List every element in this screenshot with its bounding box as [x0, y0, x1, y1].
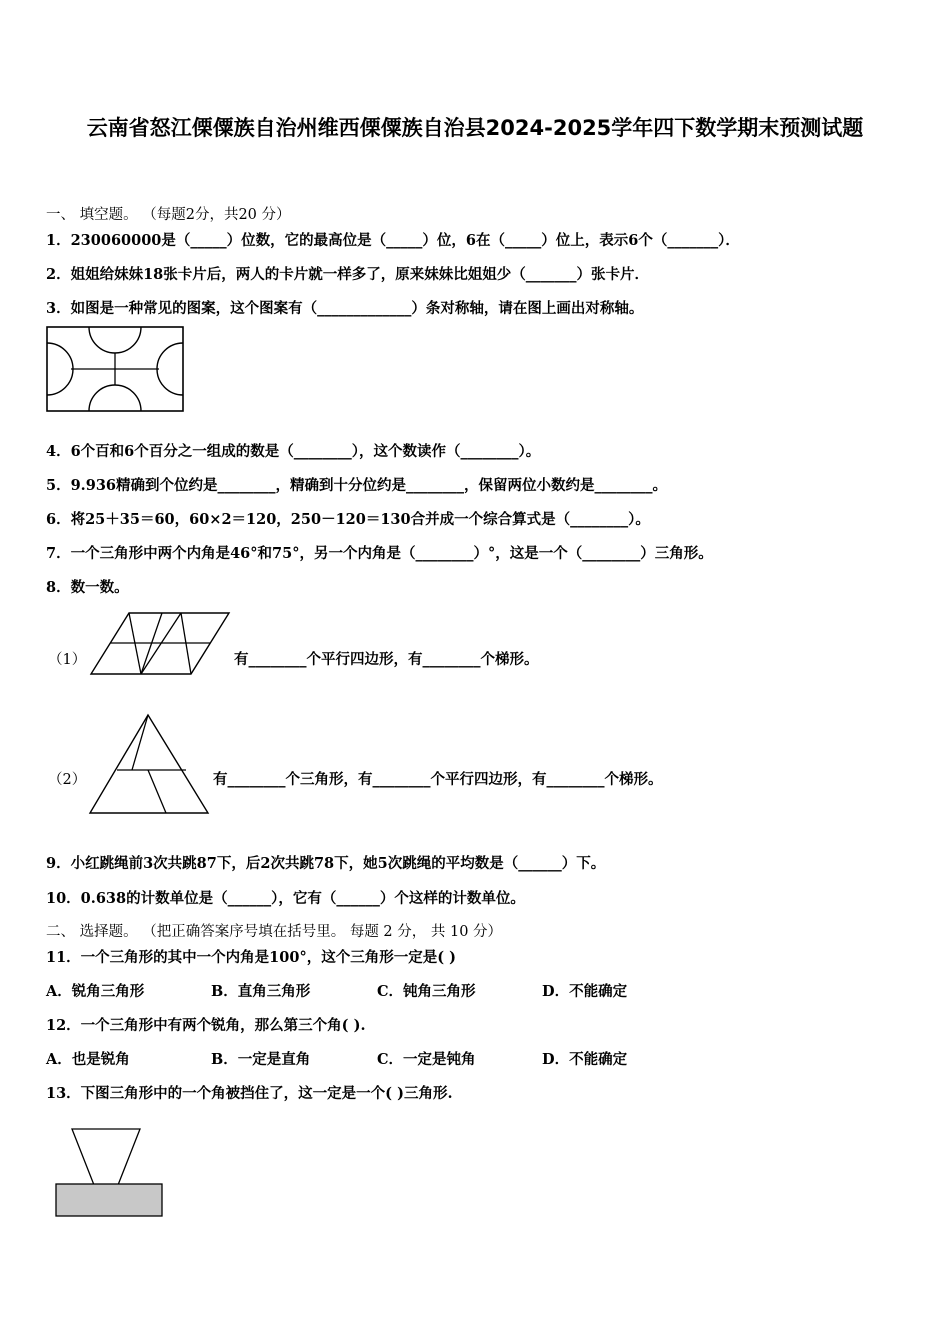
question-8-part-1-label: （1） — [48, 652, 87, 668]
question-12-option-c: C．一定是钝角 — [377, 1051, 476, 1068]
triangle-figure — [88, 713, 210, 815]
question-2: 2．姐姐给妹妹18张卡片后，两人的卡片就一样多了，原来妹妹比姐姐少（_______）张卡片． — [46, 266, 650, 283]
question-7: 7．一个三角形中两个内角是46°和75°，另一个内角是（________）°，这是一个（________）三角形。 — [46, 545, 713, 562]
section-1-heading: 一、 填空题。 （每题2分，共20 分） — [46, 207, 291, 223]
question-8-part-2-label: （2） — [48, 772, 87, 788]
question-8-part-2-text: 有________个三角形，有________个平行四边形，有________个梯形。 — [213, 771, 663, 788]
question-3: 3．如图是一种常见的图案，这个图案有（_____________）条对称轴，请在图上画出对称轴。 — [46, 300, 644, 317]
question-12: 12．一个三角形中有两个锐角，那么第三个角( ). — [46, 1017, 366, 1034]
section-2-heading: 二、 选择题。 （把正确答案序号填在括号里。 每题 2 分， 共 10 分） — [46, 924, 503, 940]
question-10: 10．0.638的计数单位是（______），它有（______）个这样的计数单位。 — [46, 890, 525, 907]
page-title: 云南省怒江傈僳族自治州维西傈僳族自治县2024-2025学年四下数学期末预测试题 — [86, 116, 864, 140]
question-13: 13．下图三角形中的一个角被挡住了，这一定是一个( )三角形. — [46, 1085, 453, 1102]
question-11: 11．一个三角形的其中一个内角是100°，这个三角形一定是( ) — [46, 949, 456, 966]
question-11-option-b: B．直角三角形 — [211, 983, 311, 1000]
question-12-option-d: D．不能确定 — [542, 1051, 628, 1068]
symmetry-pattern-figure — [45, 325, 185, 415]
question-11-option-d: D．不能确定 — [542, 983, 628, 1000]
question-11-option-a: A．锐角三角形 — [46, 983, 145, 1000]
question-9: 9．小红跳绳前3次共跳87下，后2次共跳78下，她5次跳绳的平均数是（______）下。 — [46, 855, 606, 872]
question-4: 4．6个百和6个百分之一组成的数是（________），这个数读作（________）。 — [46, 443, 541, 460]
parallelogram-figure — [89, 611, 231, 677]
question-5: 5．9.936精确到个位约是________，精确到十分位约是________，保留两位小数约是________。 — [46, 477, 667, 494]
question-8-part-1-text: 有________个平行四边形，有________个梯形。 — [234, 651, 539, 668]
question-12-option-b: B．一定是直角 — [211, 1051, 311, 1068]
question-11-option-c: C．钝角三角形 — [377, 983, 476, 1000]
question-8: 8．数一数。 — [46, 579, 129, 596]
question-1: 1．230060000是（_____）位数，它的最高位是（_____）位，6在（_____）位上，表示6个（_______）． — [46, 232, 740, 249]
question-6: 6．将25＋35＝60，60×2＝120，250－120＝130合并成一个综合算式是（________）。 — [46, 511, 650, 528]
hidden-angle-triangle-figure — [54, 1127, 166, 1219]
question-12-option-a: A．也是锐角 — [46, 1051, 130, 1068]
